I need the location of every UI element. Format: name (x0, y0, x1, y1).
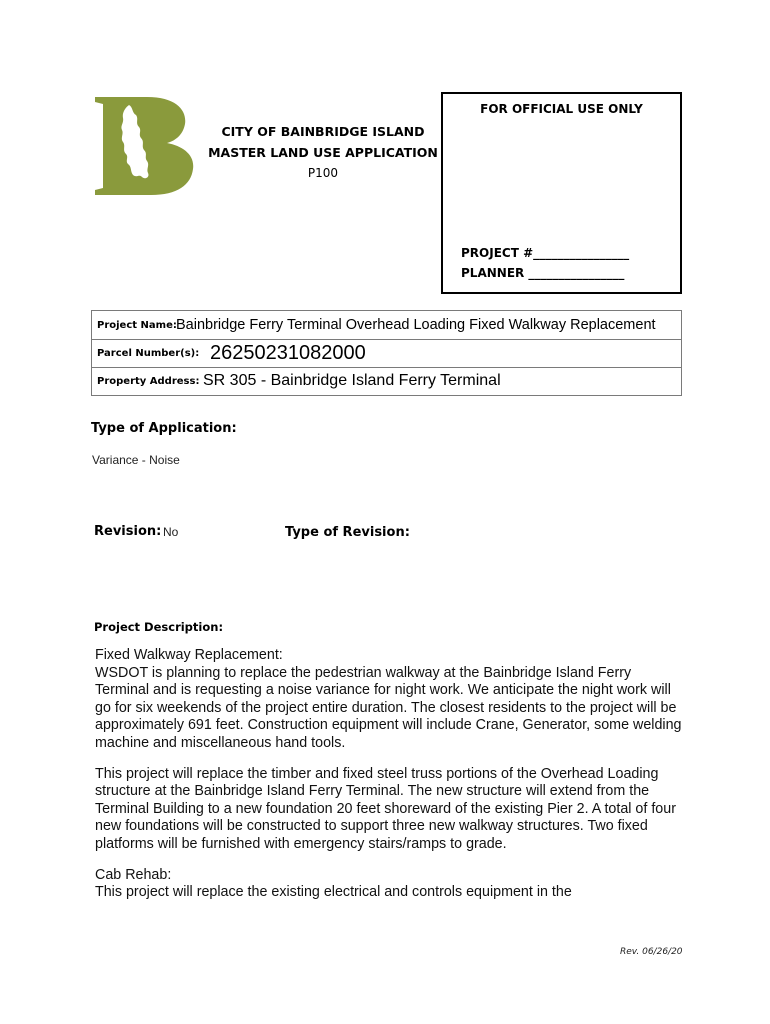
parcel-number-value[interactable]: 26250231082000 (210, 342, 366, 364)
form-code: P100 (307, 166, 339, 180)
project-number-field[interactable]: PROJECT #________________ (461, 246, 630, 260)
application-type-label: Type of Application: (91, 421, 237, 436)
project-name-value[interactable]: Bainbridge Ferry Terminal Overhead Loading Fixed Walkway Replacement (176, 317, 656, 333)
parcel-number-row (92, 339, 681, 367)
planner-field[interactable]: PLANNER ________________ (461, 266, 625, 280)
property-address-row (92, 367, 681, 395)
project-name-label: Project Name: (97, 320, 177, 331)
parcel-number-label: Parcel Number(s): (97, 348, 200, 359)
project-description-text[interactable] (95, 647, 685, 915)
description-paragraph: Cab Rehab: This project will replace the existing electrical and controls equipment in the (95, 866, 572, 901)
revision-date: Rev. 06/26/20 (620, 947, 683, 957)
application-type-value[interactable]: Variance - Noise (92, 453, 180, 467)
description-paragraph: Fixed Walkway Replacement: WSDOT is planning to replace the pedestrian walkway at the Bainbridge Island Ferry Terminal and is requesting a noise variance for night work. We anticipate the night work will go for six weekends of the project entire duration. The closest residents to the project will be approximately 691 feet. Construction equipment will include Crane, Generator, some welding machine and miscellaneous hand tools. (95, 647, 682, 751)
city-logo (95, 97, 195, 195)
project-description-label: Project Description: (94, 620, 224, 634)
application-title: MASTER LAND USE APPLICATION (208, 145, 438, 160)
revision-label: Revision: (94, 524, 162, 539)
description-paragraph: This project will replace the timber and fixed steel truss portions of the Overhead Loading structure at the Bainbridge Island Ferry Terminal. The new structure will extend from the Terminal Building to a new foundation 20 feet shoreward of the existing Pier 2. A total of four new foundations will be constructed to support three new walkway structures. Two fixed platforms will be furnished with emergency stairs/ramps to grade. (95, 765, 676, 852)
bainbridge-b-logo-icon (95, 97, 195, 195)
city-title: CITY OF BAINBRIDGE ISLAND (221, 124, 425, 139)
revision-value[interactable]: No (163, 525, 179, 539)
revision-type-label: Type of Revision: (285, 525, 410, 540)
property-address-value[interactable]: SR 305 - Bainbridge Island Ferry Terminal (203, 372, 501, 389)
official-use-title: FOR OFFICIAL USE ONLY (480, 102, 643, 116)
project-name-row (92, 311, 681, 338)
project-info-table (91, 310, 682, 396)
official-use-box (441, 92, 682, 294)
property-address-label: Property Address: (97, 376, 200, 387)
